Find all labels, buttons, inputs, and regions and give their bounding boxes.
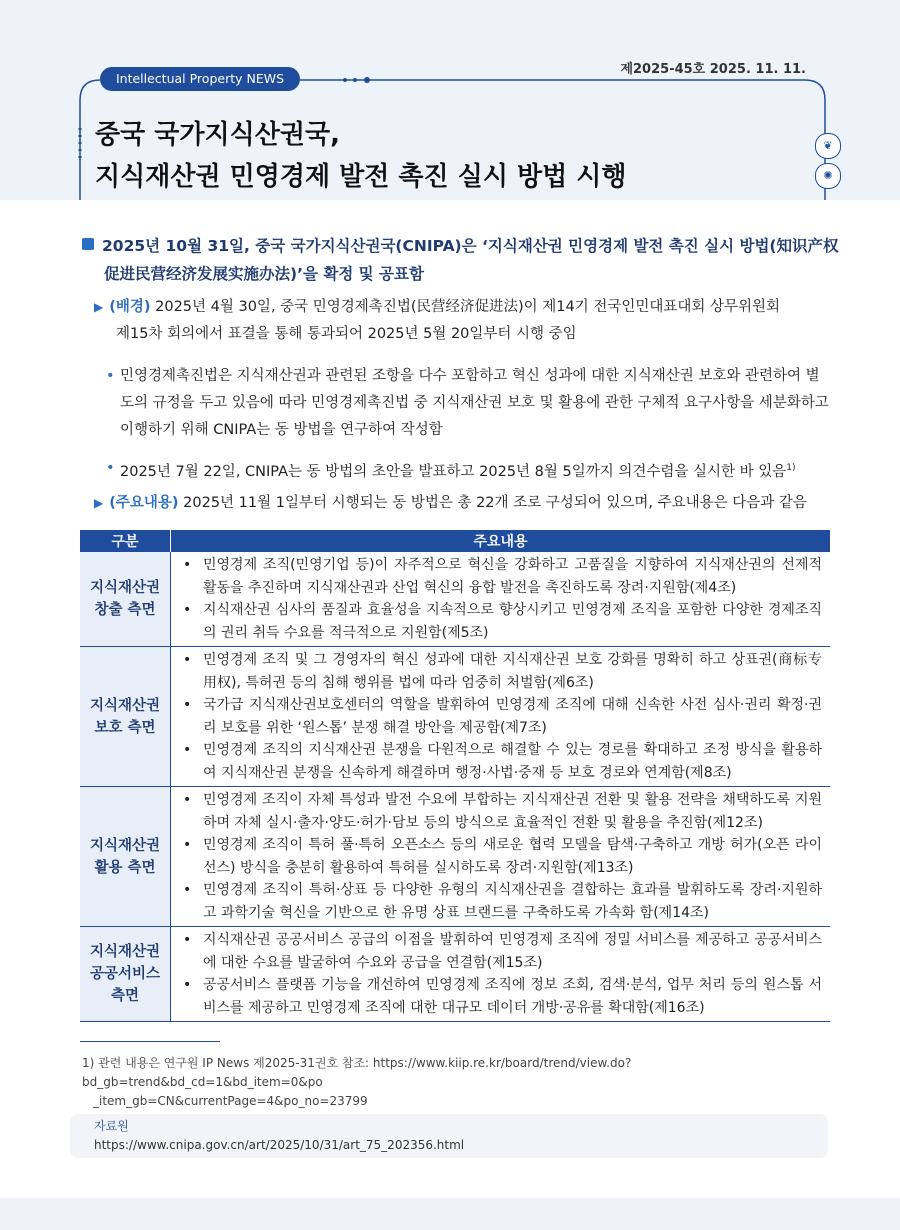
footnote-line-2: _item_gb=CN&currentPage=4&po_no=23799 [93, 1094, 368, 1108]
footnote-divider [80, 1041, 220, 1042]
row-category [80, 647, 171, 787]
category-line: 지식재산권 [89, 944, 161, 960]
item-text: 지식재산권 심사의 품질과 효율성을 지속적으로 향상시키고 민영경제 조직을 포함한 다양한 경제조직의 권리 취득 수요를 적극적으로 지원함(제5조) [203, 602, 822, 641]
issue-number: 제2025-45호 2025. 11. 11. [620, 62, 806, 77]
main-content-text: 2025년 11월 1일부터 시행되는 동 방법은 총 22개 조로 구성되어 있으며, 주요내용은 다음과 같음 [178, 495, 807, 511]
title-line-2: 지식재산권 민영경제 발전 촉진 실시 방법 시행 [95, 162, 627, 192]
table-row [80, 927, 830, 1022]
item-text: 민영경제 조직(민영기업 등)이 자주적으로 혁신을 강화하고 고품질을 지향하여 지식재산권의 선제적 활동을 추진하며 지식재산권과 산업 혁신의 융합 발전을 촉진하도록 장려·지원함(제4조) [203, 557, 822, 596]
row-category [80, 927, 171, 1022]
footnote-line-1: 1) 관련 내용은 연구원 IP News 제2025-31권호 참조: https://www.kiip.re.kr/board/trend/view.do?bd_gb=trend&bd_cd=1&bd_item=0&po [82, 1056, 632, 1089]
background-line-1: 2025년 4월 30일, 중국 민영경제촉진법(民营经济促进法)이 제14기 전국인민대표대회 상무위원회 [150, 299, 781, 315]
table-row [80, 552, 830, 647]
list-item: • 국가급 지식재산권보호센터의 역할을 발휘하여 민영경제 조직에 대해 신속한 사전 심사·권리 확정·권리 보호를 위한 ‘원스톱’ 분쟁 해결 방안을 제공함(제7조) [183, 697, 822, 736]
lead-summary [82, 232, 842, 288]
category-line: 보호 측면 [94, 719, 156, 736]
category-line: 활용 측면 [94, 859, 156, 876]
triangle-bullet-icon: ▶ [94, 300, 104, 314]
lead-line-2: 促进民营经济发展实施办法)’을 확정 및 공표함 [104, 265, 424, 283]
dot-bullet-icon: • [106, 460, 115, 476]
title-line-1: 중국 국가지식산권국, [95, 120, 340, 150]
item-text: 국가급 지식재산권보호센터의 역할을 발휘하여 민영경제 조직에 대해 신속한 사전 심사·권리 확정·권리 보호를 위한 ‘원스톱’ 분쟁 해결 방안을 제공함(제7조) [203, 697, 822, 736]
row-content [171, 552, 831, 647]
background-paragraph [94, 294, 834, 348]
item-text: 지식재산권 공공서비스 공급의 이점을 발휘하여 민영경제 조직에 정밀 서비스를 제공하고 공공서비스에 대한 수요를 발굴하여 수요와 공급을 연결함(제15조) [203, 932, 822, 971]
main-content-paragraph [94, 490, 834, 517]
list-item: • 민영경제 조직이 특허·상표 등 다양한 유형의 지식재산권을 결합하는 효과를 발휘하도록 장려·지원하고 과학기술 혁신을 기반으로 한 유명 상표 브랜드를 구축하도록 가속화 함(제14조) [183, 882, 822, 921]
row-content [171, 647, 831, 787]
main-content-label: (주요내용) [109, 495, 179, 511]
dot-bullet-icon: • [106, 368, 115, 384]
lead-line-1: 2025년 10월 31일, 중국 국가지식산권국(CNIPA)은 ‘지식재산권 민영경제 발전 촉진 실시 방법(知识产权 [102, 237, 839, 255]
row-content [171, 927, 831, 1022]
content-table [80, 530, 830, 1022]
list-item: • 민영경제 조직(민영기업 등)이 자주적으로 혁신을 강화하고 고품질을 지향하여 지식재산권의 선제적 활동을 추진하며 지식재산권과 산업 혁신의 융합 발전을 촉진하도록 장려·지원함(제4조) [183, 557, 822, 596]
category-line: 창출 측면 [94, 602, 156, 618]
bullet-text-2: 2025년 7월 22일, CNIPA는 동 방법의 초안을 발표하고 2025년 8월 5일까지 의견수렴을 실시한 바 있음 [120, 463, 787, 480]
item-text: 민영경제 조직 및 그 경영자의 혁신 성과에 대한 지식재산권 보호 강화를 명확히 하고 상표권(商标专用权), 특허권 등의 침해 행위를 법에 따라 엄중히 처벌함(제6조) [203, 652, 822, 691]
list-item: • 민영경제 조직이 자체 특성과 발전 수요에 부합하는 지식재산권 전환 및 활용 전략을 채택하도록 지원하며 자체 실시·출자·양도·허가·담보 등의 방식으로 효율적인 전환 및 활용을 추진함(제12조) [183, 792, 822, 831]
bullet-item-2 [106, 455, 830, 486]
cube-bullet-icon [82, 238, 94, 250]
row-category [80, 787, 171, 927]
source-box [70, 1114, 828, 1158]
category-line: 지식재산권 [89, 837, 161, 854]
triangle-bullet-icon: ▶ [94, 496, 104, 510]
row-category [80, 552, 171, 647]
list-item: • 민영경제 조직이 특허 풀·특허 오픈소스 등의 새로운 협력 모델을 탐색·구축하고 개방 허가(오픈 라이선스) 방식을 충분히 활용하여 특허를 실시하도록 장려·지원함(제13조) [183, 837, 822, 876]
list-item: • 지식재산권 공공서비스 공급의 이점을 발휘하여 민영경제 조직에 정밀 서비스를 제공하고 공공서비스에 대한 수요를 발굴하여 수요와 공급을 연결함(제15조) [183, 932, 822, 971]
table-header-category: 구분 [80, 530, 171, 552]
category-line: 지식재산권 [89, 697, 161, 714]
background-line-2: 제15차 회의에서 표결을 통해 통과되어 2025년 5월 20일부터 시행 중임 [116, 326, 577, 342]
table-header-content: 주요내용 [171, 530, 831, 552]
item-text: 민영경제 조직의 지식재산권 분쟁을 다원적으로 해결할 수 있는 경로를 확대하고 조정 방식을 활용하여 지식재산권 분쟁을 신속하게 해결하며 행정·사법·중재 등 보호 경로와 연계함(제8조) [203, 742, 822, 781]
page-title [95, 114, 627, 198]
list-item: • 공공서비스 플랫폼 기능을 개선하여 민영경제 조직에 정보 조회, 검색·분석, 업무 처리 등의 원스톱 서비스를 제공하고 민영경제 조직에 대한 대규모 데이터 개방·공유를 확대함(제16조) [183, 977, 822, 1016]
bullet-item-1 [106, 363, 830, 444]
item-text: 민영경제 조직이 자체 특성과 발전 수요에 부합하는 지식재산권 전환 및 활용 전략을 채택하도록 지원하며 자체 실시·출자·양도·허가·담보 등의 방식으로 효율적인 전환 및 활용을 추진함(제12조) [203, 792, 822, 831]
item-text: 공공서비스 플랫폼 기능을 개선하여 민영경제 조직에 정보 조회, 검색·분석, 업무 처리 등의 원스톱 서비스를 제공하고 민영경제 조직에 대한 대규모 데이터 개방·공유를 확대함(제16조) [203, 977, 822, 1016]
source-heading: 자료원 [94, 1119, 129, 1133]
item-text: 민영경제 조직이 특허·상표 등 다양한 유형의 지식재산권을 결합하는 효과를 발휘하도록 장려·지원하고 과학기술 혁신을 기반으로 한 유명 상표 브랜드를 구축하도록 가속화 함(제14조) [203, 882, 822, 921]
source-url[interactable]: https://www.cnipa.gov.cn/art/2025/10/31/art_75_202356.html [94, 1138, 465, 1152]
list-item: • 지식재산권 심사의 품질과 효율성을 지속적으로 향상시키고 민영경제 조직을 포함한 다양한 경제조직의 권리 취득 수요를 적극적으로 지원함(제5조) [183, 602, 822, 641]
bullet-text-1: 민영경제촉진법은 지식재산권과 관련된 조항을 다수 포함하고 혁신 성과에 대한 지식재산권 보호와 관련하여 별도의 규정을 두고 있음에 따라 민영경제촉진법 중 지식재산권 보호 및 활용에 관한 구체적 요구사항을 세분화하고 이행하기 위해 CNIPA는 동 방법을 연구하여 작성함 [120, 368, 829, 438]
news-tag: Intellectual Property NEWS [100, 67, 300, 91]
footnote-ref: 1) [786, 463, 796, 473]
table-row [80, 647, 830, 787]
row-content [171, 787, 831, 927]
list-item: • 민영경제 조직 및 그 경영자의 혁신 성과에 대한 지식재산권 보호 강화를 명확히 하고 상표권(商标专用权), 특허권 등의 침해 행위를 법에 따라 엄중히 처벌함(제6조) [183, 652, 822, 691]
background-label: (배경) [109, 299, 151, 315]
footer-band [0, 1198, 900, 1230]
category-line: 측면 [110, 988, 139, 1004]
category-line: 공공서비스 [89, 966, 161, 982]
list-item: • 민영경제 조직의 지식재산권 분쟁을 다원적으로 해결할 수 있는 경로를 확대하고 조정 방식을 활용하여 지식재산권 분쟁을 신속하게 해결하며 행정·사법·중재 등 보호 경로와 연계함(제8조) [183, 742, 822, 781]
table-row [80, 787, 830, 927]
leaf-icon: ❦ [815, 133, 841, 159]
category-line: 지식재산권 [89, 580, 161, 596]
item-text: 민영경제 조직이 특허 풀·특허 오픈소스 등의 새로운 협력 모델을 탐색·구축하고 개방 허가(오픈 라이선스) 방식을 충분히 활용하여 특허를 실시하도록 장려·지원함(제13조) [203, 837, 822, 876]
footnote [82, 1054, 827, 1111]
globe-icon: ✺ [815, 163, 841, 189]
